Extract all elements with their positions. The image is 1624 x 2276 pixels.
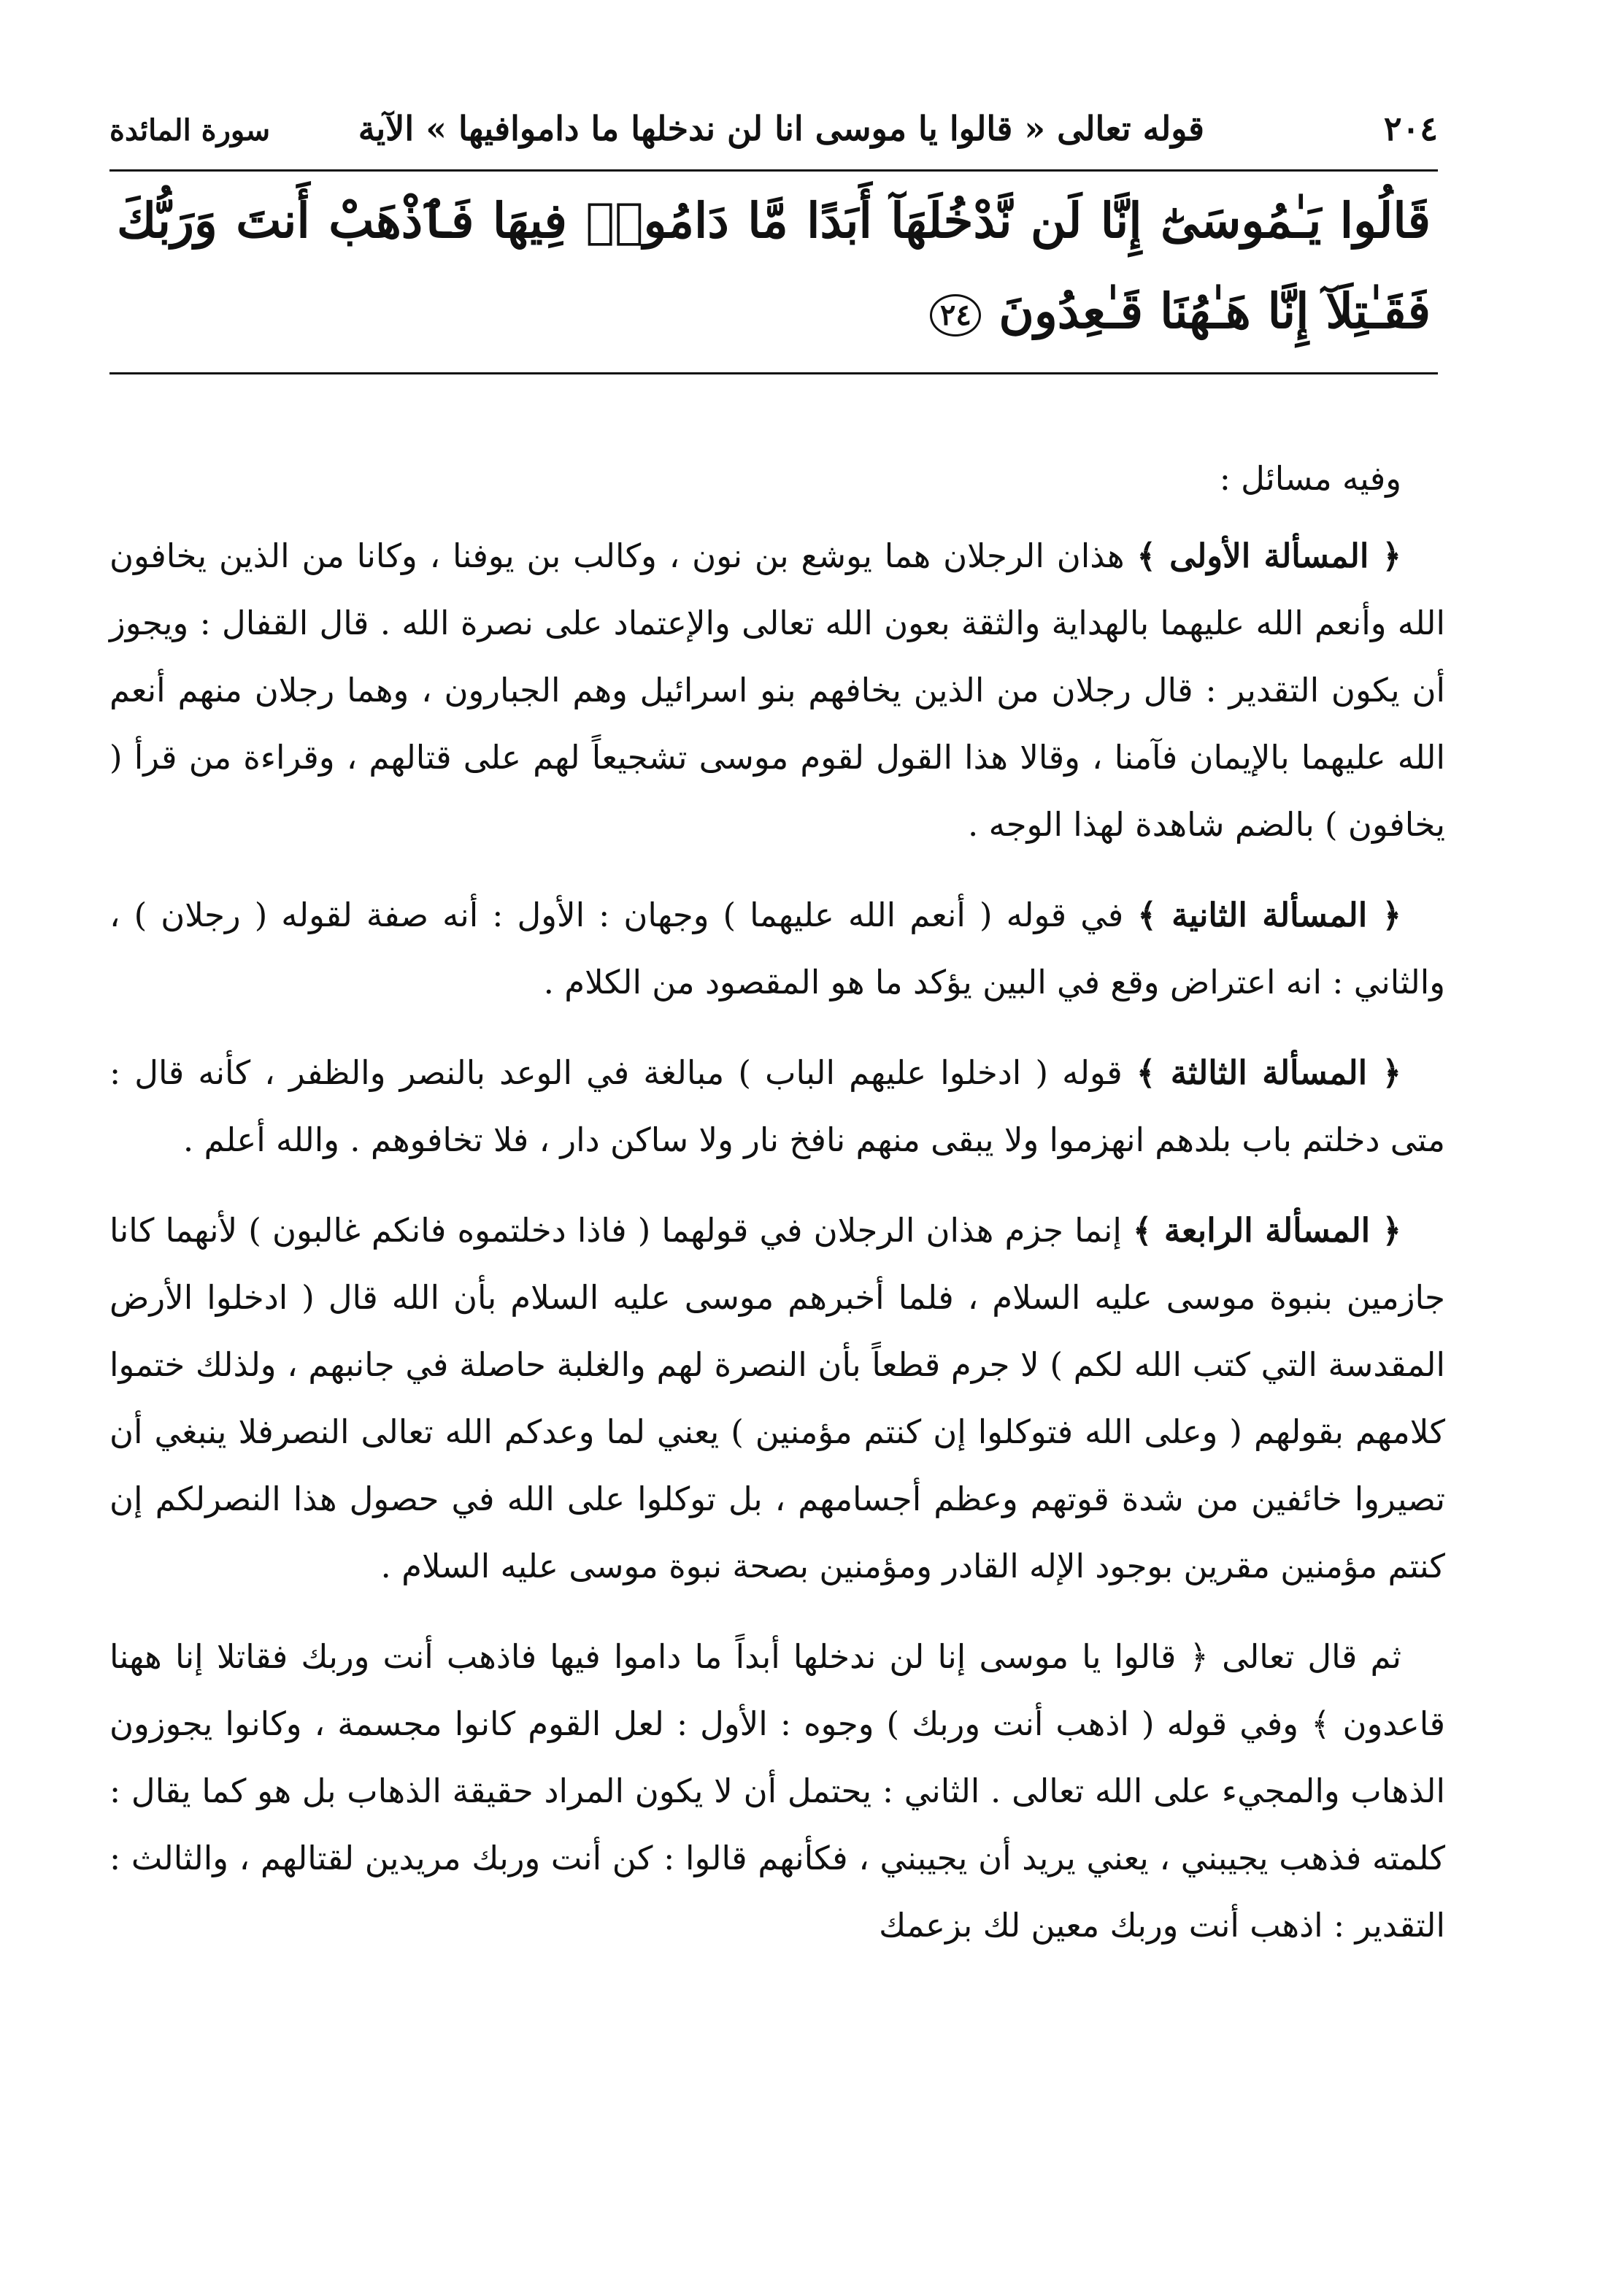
- running-title: قوله تعالى « قالوا يا موسى انا لن ندخلها ما داموافيها » الآية: [358, 109, 1204, 148]
- issue-text-3: قوله ( ادخلوا عليهم الباب ) مبالغة في الوعد بالنصر والظفر ، كأنه قال : متى دخلتم باب بلدهم انهزموا ولا يبقى منهم نافخ نار ولا ساكن دار ، فلا تخافوهم . والله أعلم .: [109, 1053, 1445, 1159]
- issue-label-4: ﴿ المسألة الرابعة ﴾: [1133, 1211, 1402, 1250]
- page-number: ٢٠٤: [1383, 109, 1438, 148]
- running-header: [109, 102, 1438, 161]
- issue-label-2: ﴿ المسألة الثانية ﴾: [1137, 896, 1401, 934]
- commentary-paragraph-5: [109, 1623, 1445, 1959]
- verse-divider: [109, 372, 1438, 374]
- surah-name: سورة المائدة: [109, 113, 271, 147]
- issue-paragraph-4: [109, 1197, 1445, 1600]
- issue-paragraph-2: [109, 882, 1445, 1016]
- quran-verse: [117, 175, 1431, 356]
- issue-text-4: إنما جزم هذان الرجلان في قولهما ( فاذا دخلتموه فانكم غالبون ) لأنهما كانا جازمين بنبوة موسى عليه السلام ، فلما أخبرهم موسى عليه السلام بأن الله قال ( ادخلوا الأرض المقدسة التي كتب الله لكم ) لا جرم قطعاً بأن النصرة لهم والغلبة حاصلة في جانبهم ، ولذلك ختموا كلامهم بقولهم ( وعلى الله فتوكلوا إن كنتم مؤمنين ) يعني لما وعدكم الله تعالى النصرفلا ينبغي أن تصيروا خائفين من شدة قوتهم وعظم أجسامهم ، بل توكلوا على الله في حصول هذا النصرلكم إن كنتم مؤمنين مقرين بوجود الإله القادر ومؤمنين بصحة نبوة موسى عليه السلام .: [109, 1211, 1445, 1585]
- issue-label-1: ﴿ المسألة الأولى ﴾: [1136, 537, 1401, 575]
- issue-paragraph-1: [109, 523, 1445, 858]
- issue-text-2: في قوله ( أنعم الله عليهما ) وجهان : الأول : أنه صفة لقوله ( رجلان ) ، والثاني : انه اعتراض وقع في البين يؤكد ما هو المقصود من الكلام .: [109, 896, 1445, 1001]
- intro-line: وفيه مسائل :: [1219, 459, 1401, 498]
- issue-text-1: هذان الرجلان هما يوشع بن نون ، وكالب بن يوفنا ، وكانا من الذين يخافون الله وأنعم الله عليهما بالهداية والثقة بعون الله تعالى والإعتماد على نصرة الله . قال القفال : ويجوز أن يكون التقدير : قال رجلان من الذين يخافهم بنو اسرائيل وهم الجبارون ، وهما رجلان منهم أنعم الله عليهما بالإيمان فآمنا ، وقالا هذا القول لقوم موسى تشجيعاً لهم على قتالهم ، وقراءة من قرأ ( يخافون ) بالضم شاهدة لهذا الوجه .: [109, 537, 1445, 844]
- header-divider: [109, 169, 1438, 172]
- issue-paragraph-3: [109, 1039, 1445, 1174]
- commentary-body: [109, 445, 1445, 1983]
- ayah-number-marker: ٢٤: [930, 294, 981, 337]
- verse-text: قَالُوا يَـٰمُوسَىٰٓ إِنَّا لَن نَّدْخُلَهَآ أَبَدًا مَّا دَامُوا۟ فِيهَا فَٱذْهَبْ أَنتَ وَرَبُّكَ فَقَـٰتِلَآ إِنَّا هَـٰهُنَا قَـٰعِدُونَ: [117, 192, 1431, 339]
- issue-label-3: ﴿ المسألة الثالثة ﴾: [1136, 1053, 1402, 1092]
- paragraph-text-5: ثم قال تعالى ﴿ قالوا يا موسى إنا لن ندخلها أبداً ما داموا فيها فاذهب أنت وربك فقاتلا إنا ههنا قاعدون ﴾ وفي قوله ( اذهب أنت وربك ) وجوه : الأول : لعل القوم كانوا مجسمة ، وكانوا يجوزون الذهاب والمجيء على الله تعالى . الثاني : يحتمل أن لا يكون المراد حقيقة الذهاب بل هو كما يقال : كلمته فذهب يجيبني ، يعني يريد أن يجيبني ، فكأنهم قالوا : كن أنت وربك مريدين لقتالهم ، والثالث : التقدير : اذهب أنت وربك معين لك بزعمك: [109, 1637, 1445, 1945]
